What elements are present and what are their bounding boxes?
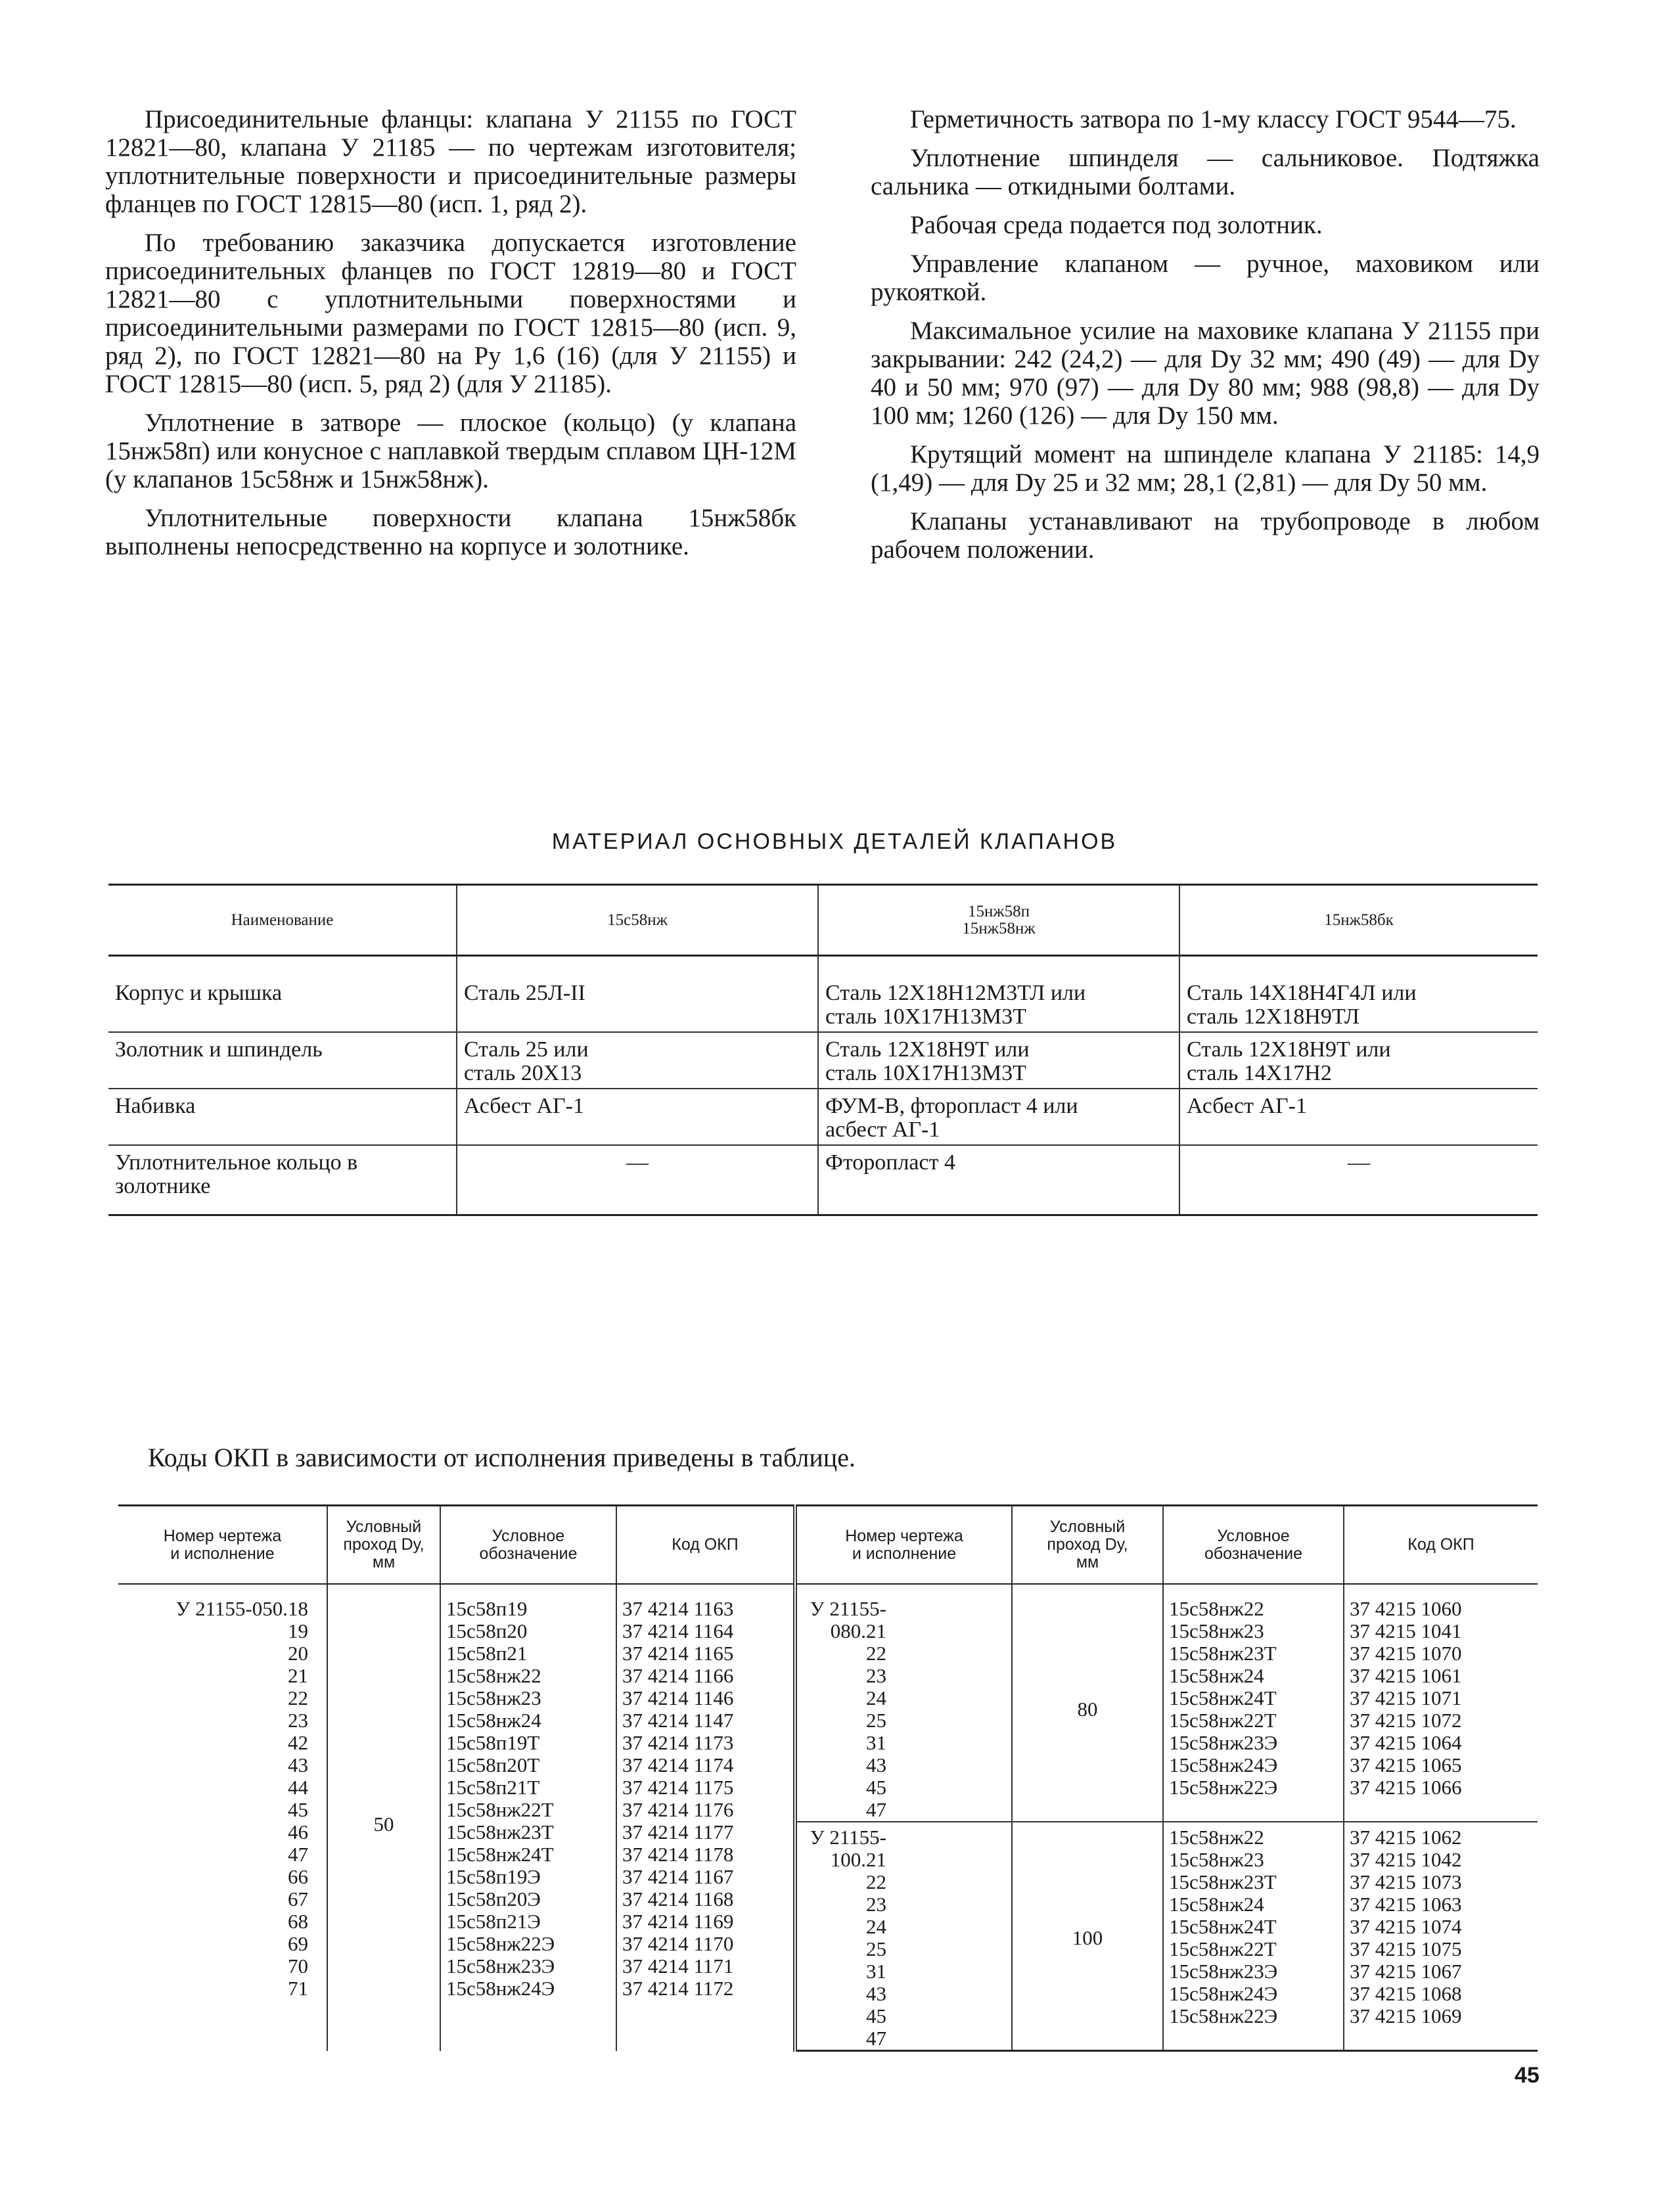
table-cell: Сталь 25Л-II: [457, 956, 818, 1033]
table-cell: —: [1179, 1145, 1538, 1215]
paragraph: Уплотнение шпинделя — сальниковое. Подтяжка сальника — откидными болтами.: [871, 144, 1540, 200]
table-cell: ФУМ-В, фторопласт 4 или асбест АГ-1: [818, 1089, 1179, 1145]
paragraph: Герметичность затвора по 1-му классу ГОСТ 9544—75.: [910, 105, 1517, 133]
table-row: [108, 1145, 1538, 1215]
nominal-bore: 80: [1012, 1584, 1163, 1822]
paragraph: Присоединительные фланцы: клапана У 21155 по ГОСТ 12821—80, клапана У 21185 — по чертежам изготовителя; уплотнительные поверхности и присоединительные размеры фланцев по ГОСТ 12815—80 (исп. 1, ряд 2).: [105, 105, 796, 218]
table-cell: Асбест АГ-1: [1179, 1089, 1538, 1145]
designations: 15с58нж22 15с58нж23 15с58нж23Т 15с58нж24 15с58нж24Т 15с58нж22Т 15с58нж23Э 15с58нж24Э 15с58нж22Э: [1163, 1584, 1344, 1822]
table-cell: Сталь 12Х18Н9Т или сталь 10Х17Н13М3Т: [818, 1032, 1179, 1089]
table-cell: Золотник и шпиндель: [108, 1032, 457, 1089]
column-header: Условное обозначение: [440, 1506, 616, 1585]
table-cell: Корпус и крышка: [115, 981, 283, 1005]
right-text-column: [871, 105, 1540, 574]
table-cell: Сталь 14Х18Н4Г4Л или сталь 12Х18Н9ТЛ: [1179, 956, 1538, 1033]
column-header: Код ОКП: [1344, 1506, 1538, 1585]
table-row: [118, 1584, 1538, 1822]
column-header: 15нж58п 15нж58нж: [818, 885, 1179, 956]
drawing-numbers: У 21155-080.21 22 23 24 25 31 43 45 47: [795, 1584, 1012, 1822]
okp-intro-text: Коды ОКП в зависимости от исполнения приведены в таблице.: [148, 1443, 856, 1472]
table-cell: Сталь 12Х18Н9Т или сталь 14Х17Н2: [1179, 1032, 1538, 1089]
designations: 15с58нж22 15с58нж23 15с58нж23Т 15с58нж24 15с58нж24Т 15с58нж22Т 15с58нж23Э 15с58нж24Э 15с58нж22Э: [1163, 1822, 1344, 2051]
column-header: Условное обозначение: [1163, 1506, 1344, 1585]
column-header: 15нж58бк: [1179, 885, 1538, 956]
paragraph: Максимальное усилие на маховике клапана У 21155 при закрывании: 242 (24,2) — для Dу 32 мм; 490 (49) — для Dу 40 и 50 мм; 970 (97) — для Dу 80 мм; 988 (98,8) — для Dу 100 мм; 1260 (126) — для Dу 150 мм.: [871, 317, 1540, 430]
table-cell: Асбест АГ-1: [457, 1089, 818, 1145]
okp-codes: 37 4215 1062 37 4215 1042 37 4215 1073 37 4215 1063 37 4215 1074 37 4215 1075 37 4215 1067 37 4215 1068 37 4215 1069: [1344, 1822, 1538, 2051]
okp-codes-table: [118, 1504, 1538, 2052]
table-cell: Фторопласт 4: [818, 1145, 1179, 1215]
materials-table-title: МАТЕРИАЛ ОСНОВНЫХ ДЕТАЛЕЙ КЛАПАНОВ: [551, 829, 1118, 854]
paragraph: Клапаны устанавливают на трубопроводе в любом рабочем положении.: [871, 507, 1540, 564]
paragraph: По требованию заказчика допускается изготовление присоединительных фланцев по ГОСТ 12819—80 и ГОСТ 12821—80 с уплотнительными поверхностями и присоединительными размерами по ГОСТ 12815—80 (исп. 9, ряд 2), по ГОСТ 12821—80 на Pу 1,6 (16) (для У 21155) и ГОСТ 12815—80 (исп. 5, ряд 2) (для У 21185).: [105, 229, 796, 398]
okp-codes: 37 4214 1163 37 4214 1164 37 4214 1165 37 4214 1166 37 4214 1146 37 4214 1147 37 4214 1173 37 4214 1174 37 4214 1175 37 4214 1176 37 4214 1177 37 4214 1178 37 4214 1167 37 4214 1168 37 4214 1169 37 4214 1170 37 4214 1171 37 4214 1172: [616, 1584, 795, 2051]
paragraph: Рабочая среда подается под золотник.: [910, 211, 1323, 239]
column-header: Номер чертежа и исполнение: [118, 1506, 327, 1585]
column-header: 15с58нж: [457, 885, 818, 956]
table-row: [108, 1089, 1538, 1145]
table-row: [108, 956, 1538, 1033]
column-header: Номер чертежа и исполнение: [795, 1506, 1012, 1585]
nominal-bore: 50: [327, 1584, 440, 2051]
nominal-bore: 100: [1012, 1822, 1163, 2051]
page-number: 45: [1515, 2063, 1540, 2088]
drawing-numbers: У 21155-050.18 19 20 21 22 23 42 43 44 45 46 47 66 67 68 69 70 71: [175, 1597, 308, 2000]
paragraph: Крутящий момент на шпинделе клапана У 21185: 14,9 (1,49) — для Dу 25 и 32 мм; 28,1 (2,81) — для Dу 50 мм.: [871, 440, 1540, 497]
designations: 15с58п19 15с58п20 15с58п21 15с58нж22 15с58нж23 15с58нж24 15с58п19Т 15с58п20Т 15с58п21Т 15с58нж22Т 15с58нж23Т 15с58нж24Т 15с58п19Э 15с58п20Э 15с58п21Э 15с58нж22Э 15с58нж23Э 15с58нж24Э: [440, 1584, 616, 2051]
table-row: [108, 1032, 1538, 1089]
column-header: Условный проход Dу, мм: [1012, 1506, 1163, 1585]
table-cell: Сталь 12Х18Н12М3ТЛ или сталь 10Х17Н13М3Т: [818, 956, 1179, 1033]
table-header-row: [108, 885, 1538, 956]
table-header-row: [118, 1506, 1538, 1585]
table-cell: Сталь 25 или сталь 20Х13: [457, 1032, 818, 1089]
column-header: Наименование: [108, 885, 457, 956]
drawing-numbers: У 21155-100.21 22 23 24 25 31 43 45 47: [795, 1822, 1012, 2051]
paragraph: Уплотнение в затворе — плоское (кольцо) (у клапана 15нж58п) или конусное с наплавкой твердым сплавом ЦН-12М (у клапанов 15с58нж и 15нж58нж).: [105, 409, 796, 493]
paragraph: Уплотнительные поверхности клапана 15нж58бк выполнены непосредственно на корпусе и золотнике.: [105, 504, 796, 560]
table-cell: Уплотнительное кольцо в золотнике: [108, 1145, 457, 1215]
table-cell: —: [457, 1145, 818, 1215]
okp-codes: 37 4215 1060 37 4215 1041 37 4215 1070 37 4215 1061 37 4215 1071 37 4215 1072 37 4215 1064 37 4215 1065 37 4215 1066: [1344, 1584, 1538, 1822]
paragraph: Управление клапаном — ручное, маховиком или рукояткой.: [871, 250, 1540, 306]
column-header: Код ОКП: [616, 1506, 795, 1585]
table-cell: Набивка: [108, 1089, 457, 1145]
left-text-column: [105, 105, 796, 571]
column-header: Условный проход Dу, мм: [327, 1506, 440, 1585]
materials-table: [108, 884, 1538, 1216]
